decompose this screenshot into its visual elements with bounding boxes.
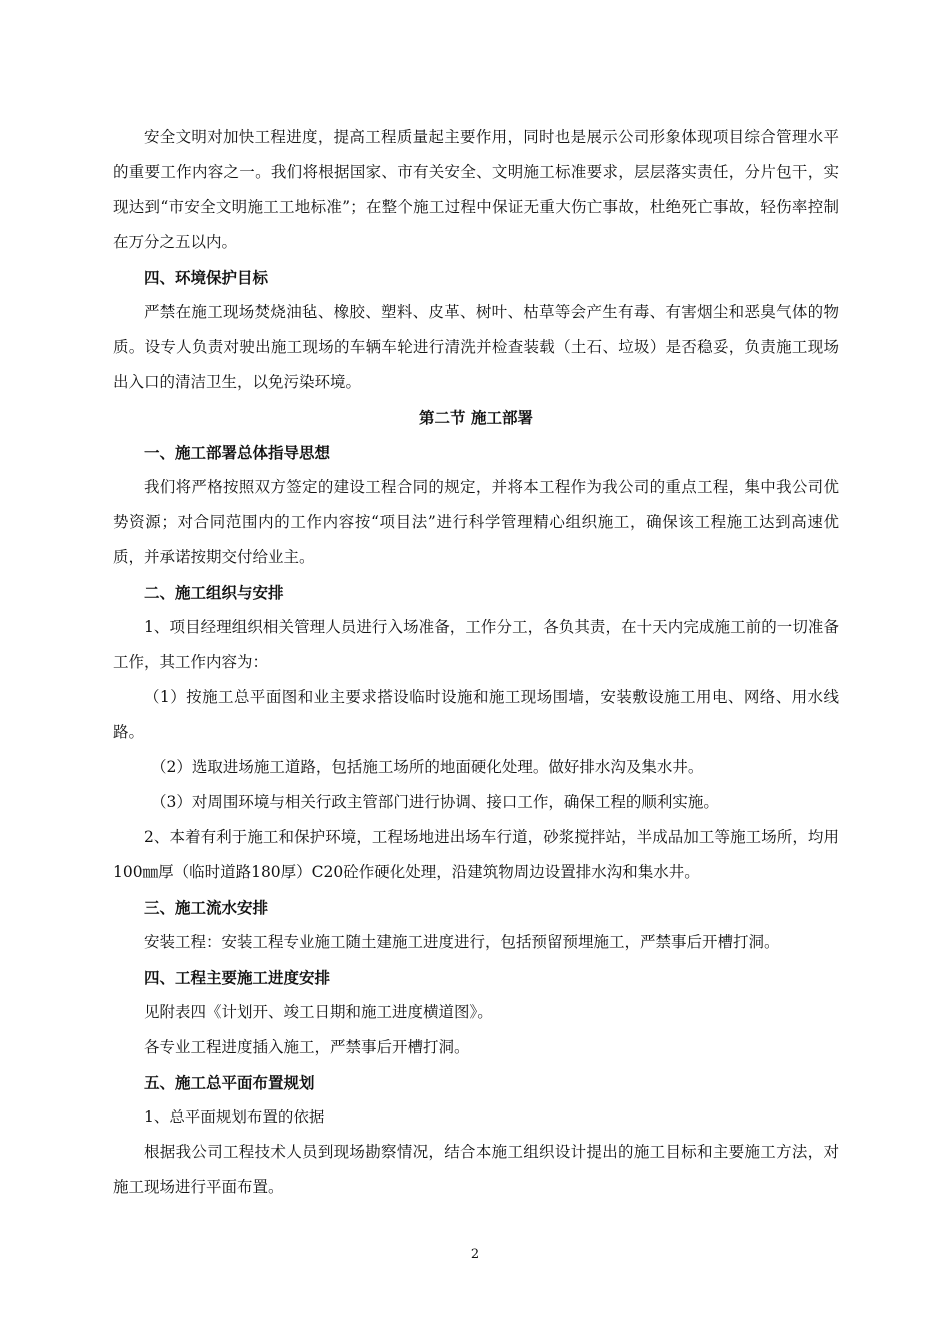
s2-item1: 1、项目经理组织相关管理人员进行入场准备，工作分工，各负其责，在十天内完成施工前的一切准备工作，其工作内容为： xyxy=(113,618,839,671)
env-paragraph: 严禁在施工现场焚烧油毡、橡胶、塑料、皮革、树叶、枯草等会产生有毒、有害烟尘和恶臭气体的物质。设专人负责对驶出施工现场的车辆车轮进行清洗并检查装载（土石、垃圾）是否稳妥，负责施工现场出入口的清洁卫生，以免污染环境。 xyxy=(113,303,839,391)
section-title: 第二节 施工部署 xyxy=(419,408,533,427)
s2-sub1: （1）按施工总平面图和业主要求搭设临时设施和施工现场围墙，安装敷设施工用电、网络、用水线路。 xyxy=(113,688,839,741)
s5-heading: 五、施工总平面布置规划 xyxy=(144,1073,315,1092)
s5-item1: 1、总平面规划布置的依据 xyxy=(144,1108,325,1126)
s2-sub3: （3）对周围环境与相关行政主管部门进行协调、接口工作，确保工程的顺利实施。 xyxy=(151,793,719,811)
env-heading: 四、环境保护目标 xyxy=(144,268,269,287)
intro-paragraph: 安全文明对加快工程进度，提高工程质量起主要作用，同时也是展示公司形象体现项目综合管理水平的重要工作内容之一。我们将根据国家、市有关安全、文明施工标准要求，层层落实责任，分片包干，实现达到“市安全文明施工工地标准”；在整个施工过程中保证无重大伤亡事故，杜绝死亡事故，轻伤率控制在万分之五以内。 xyxy=(113,128,839,251)
s2-sub2: （2）选取进场施工道路，包括施工场所的地面硬化处理。做好排水沟及集水井。 xyxy=(151,758,704,776)
s4-heading: 四、工程主要施工进度安排 xyxy=(144,968,331,987)
s5-paragraph: 根据我公司工程技术人员到现场勘察情况，结合本施工组织设计提出的施工目标和主要施工方法，对施工现场进行平面布置。 xyxy=(113,1143,839,1196)
s4-line1: 见附表四《计划开、竣工日期和施工进度横道图》。 xyxy=(144,1003,493,1021)
s1-heading: 一、施工部署总体指导思想 xyxy=(144,443,331,462)
s2-heading: 二、施工组织与安排 xyxy=(144,583,284,602)
s3-paragraph: 安装工程：安装工程专业施工随土建施工进度进行，包括预留预埋施工，严禁事后开槽打洞。 xyxy=(144,933,780,951)
s3-heading: 三、施工流水安排 xyxy=(144,898,269,917)
s1-paragraph: 我们将严格按照双方签定的建设工程合同的规定，并将本工程作为我公司的重点工程，集中我公司优势资源；对合同范围内的工作内容按“项目法”进行科学管理精心组织施工，确保该工程施工达到高速优质，并承诺按期交付给业主。 xyxy=(113,478,839,566)
page-content xyxy=(113,120,839,1205)
s2-item2: 2、本着有利于施工和保护环境，工程场地进出场车行道，砂浆搅拌站，半成品加工等施工场所，均用100㎜厚（临时道路180厚）C20砼作硬化处理，沿建筑物周边设置排水沟和集水井。 xyxy=(113,828,839,881)
s4-line2: 各专业工程进度插入施工，严禁事后开槽打洞。 xyxy=(144,1038,470,1056)
page-number: 2 xyxy=(470,1247,480,1262)
